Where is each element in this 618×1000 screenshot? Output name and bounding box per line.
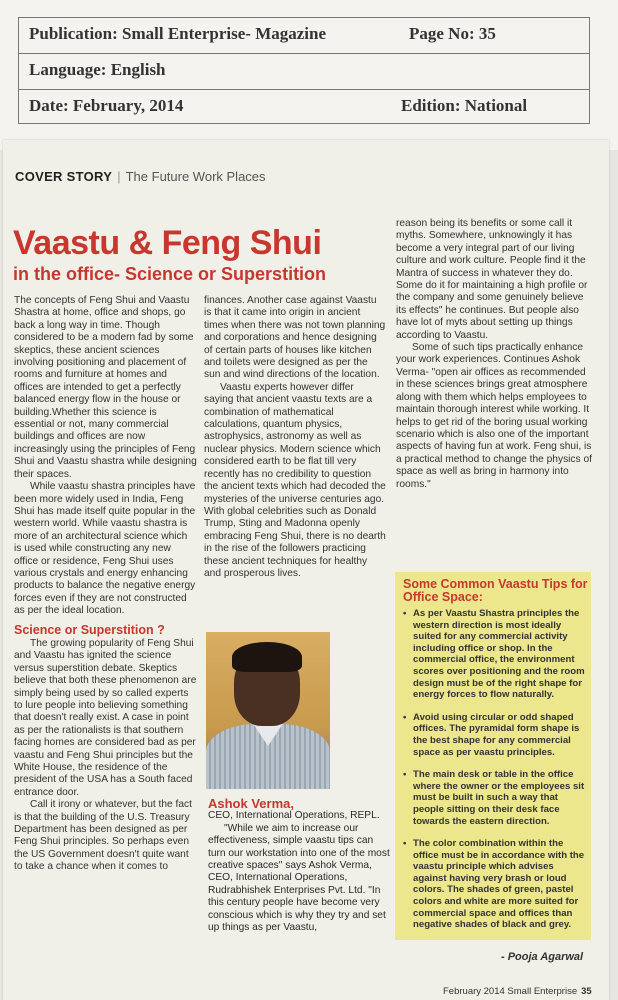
list-item: • The color combination within the office must be in accordance with the vaastu principle which advises against having very brash or loud colors. The shades of green, pastel colors and white are more suited for commercial space and offices than negative shades of black and grey.: [401, 838, 587, 931]
caption-quote: "While we aim to increase our effectiveness, simple vaastu tips can turn our workstation into one of the most creative spaces" says Ashok Verma, CEO, International Operations, Rudrabhishek Enterprises Pvt. Ltd. "In this century people have become very conscious which is why they try and set up things as per Vaastu,: [208, 822, 390, 934]
caption-title: CEO, International Operations, REPL.: [208, 810, 380, 822]
portrait-photo: [206, 632, 330, 789]
paragraph: The growing popularity of Feng Shui and Vaastu has ignited the science versus superstition debate. Skeptics believe that both these phenomenon are simply being used by so called experts to lure people into believing something that doesn't really exist. A case in point as per the rationalists is that southern facing homes are considered bad as per vaastu and Feng Shui principles but the White House, the residence of the president of the USA has a South faced entrance door.: [14, 637, 197, 798]
caption-name: Ashok Verma,: [208, 796, 294, 811]
section-sublabel: The Future Work Places: [125, 169, 266, 184]
list-item: • Avoid using circular or odd shaped offices. The pyramidal form shape is the best shape for any commercial space as per vaastu principles.: [401, 712, 587, 758]
magazine-page: [3, 140, 609, 1000]
section-separator: |: [117, 169, 121, 184]
author-byline: - Pooja Agarwal: [501, 951, 584, 963]
header-row-publication: [19, 18, 589, 54]
list-item: • As per Vaastu Shastra principles the western direction is most ideally suited for any commercial activity including office or shop. In the commercial office, the environment scores over positioning and the room design must be of the right shape for energy forces to flow naturally.: [401, 608, 587, 701]
vaastu-tips-box: [395, 572, 591, 940]
paragraph: Vaastu experts however differ saying that ancient vaastu texts are a combination of mathematical calculations, quantum physics, astrophysics, astronomy as well as nuclear physics. Modern science which considered earth to be flat till very recently has no credibility to question the ancient texts which had decoded the mysteries of the universe centuries ago. With global celebrities such as Donald Trump, Sting and Madonna openly embracing Feng Shui, there is no dearth in the rise of the followers practicing these ancient techniques for healthy and prosperous lives.: [204, 381, 386, 579]
paragraph: reason being its benefits or some call it myths. Somewhere, unknowingly it has become a very integral part of our living culture and work culture. People find it the Mantra of success in whatever they do. Some do it for maintaining a high profile or the company and some genuinely believe its effects" he continues. But people also have lot of myts about setting up things according to Vaastu.: [396, 218, 588, 341]
clipping-header: [0, 0, 618, 150]
section-label: COVER STORY: [15, 169, 113, 184]
article-column-3: [396, 218, 596, 491]
header-row-date: [19, 90, 589, 123]
edition-label: Edition: National: [401, 96, 528, 115]
footer-text: February 2014 Small Enterprise: [443, 986, 578, 997]
page-number-label: Page No: 35: [409, 24, 496, 43]
article-subheadline: in the office- Science or Superstition: [13, 264, 327, 284]
publication-label: Publication: Small Enterprise- Magazine: [29, 24, 327, 43]
date-label: Date: February, 2014: [29, 96, 184, 115]
paragraph: Call it irony or whatever, but the fact is that the building of the U.S. Treasury Department has been designed as per Feng Shui principles. So perhaps even the US Government doesn't quite want to take a chance when it comes to: [14, 799, 192, 873]
subheading-science-superstition: Science or Superstition ?: [14, 622, 165, 637]
section-banner: [15, 169, 266, 184]
paragraph: finances. Another case against Vaastu is that it came into origin in ancient times when there was not town planning and corporations and hence designing of certain parts of houses like kitchen and toilets were designed as per the sun and wind directions of the location.: [204, 295, 386, 381]
tips-title: Some Common Vaastu Tips for Office Space:: [403, 577, 588, 604]
language-label: Language: English: [29, 60, 166, 79]
photo-hair: [232, 642, 302, 672]
header-row-language: [19, 54, 589, 90]
header-table: [18, 17, 590, 124]
paragraph: While vaastu shastra principles have been more widely used in India, Feng Shui has made itself quite popular in the western world. While vaastu shastra is more of an architectural science which is used while constructing any new office or residence, Feng Shui uses various crystals and energy enhancing products to balance the negative energy forces even if they are not constructed as per the ideal location.: [14, 481, 196, 617]
tips-list: [401, 608, 587, 942]
footer-page-number: 35: [581, 986, 592, 997]
article-column-1: [14, 295, 197, 874]
list-item: • The main desk or table in the office where the owner or the employees sit must be built in such a way that people sitting on their desk face towards the eastern direction.: [401, 769, 587, 827]
article-column-2: [204, 295, 386, 580]
paragraph: The concepts of Feng Shui and Vaastu Shastra at home, office and shops, go back a long way in time. Though considered to be a modern fad by some skeptics, these ancient sciences involving positioning and placement of rooms and furniture at homes and offices are intended to get a perfectly balanced energy flow in the house or building.Whether this science is essential or not, many commercial buildings and offices are now increasingly using the principles of Feng Shui and Vaastu shastra while designing their spaces.: [14, 295, 197, 480]
article-headline: Vaastu & Feng Shui: [13, 224, 322, 262]
photo-caption: [208, 798, 390, 934]
paragraph: Some of such tips practically enhance your work experiences. Continues Ashok Verma- "open air offices as recommended in these sciences brings great atmosphere along with them which helps employees to maintain thorough interest while working. It helps to get rid of the boring usual working scenario which is also one of the important aspects of having fun at work. Feng shui, is a practical method to change the physics of space as well as bring in harmony into rooms.": [396, 342, 592, 490]
page-footer: [443, 986, 592, 997]
